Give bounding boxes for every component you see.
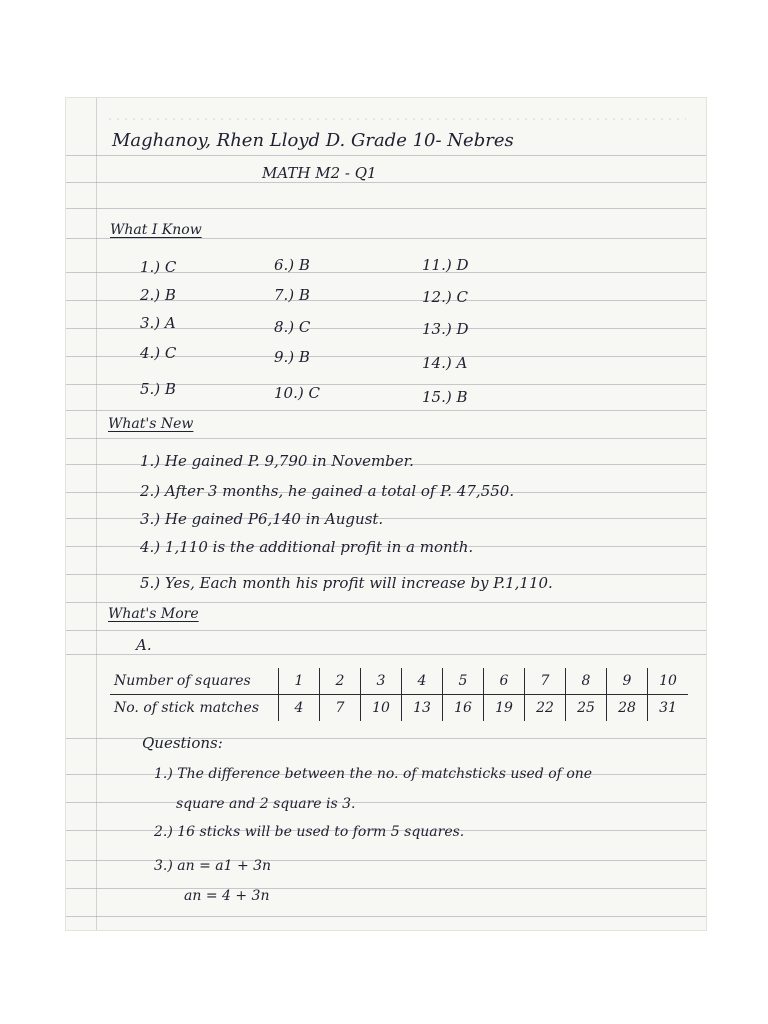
ruled-line xyxy=(66,888,706,889)
answer-item: 6.) B xyxy=(274,256,310,274)
answer-item: 5.) B xyxy=(140,380,176,398)
whats-new-item: 5.) Yes, Each month his profit will increase by P.1,110. xyxy=(140,574,553,592)
margin-line xyxy=(96,98,97,930)
perforation-dots xyxy=(106,118,686,120)
ruled-line xyxy=(66,438,706,439)
ruled-line xyxy=(66,238,706,239)
question-answer: 2.) 16 sticks will be used to form 5 squares. xyxy=(154,824,465,840)
table-cell: 9 xyxy=(607,668,648,695)
table-cell: 10 xyxy=(361,695,402,722)
table-cell: 22 xyxy=(525,695,566,722)
ruled-line xyxy=(66,802,706,803)
answer-item: 4.) C xyxy=(140,344,177,362)
answer-item: 11.) D xyxy=(422,256,469,274)
answer-item: 14.) A xyxy=(422,354,468,372)
table-cell: 31 xyxy=(648,695,689,722)
answer-item: 15.) B xyxy=(422,388,468,406)
section-what-i-know: What I Know xyxy=(110,222,202,238)
table-cell: 5 xyxy=(443,668,484,695)
row-label-squares: Number of squares xyxy=(110,668,279,695)
ruled-line xyxy=(66,630,706,631)
answer-item: 2.) B xyxy=(140,286,176,304)
question-answer: square and 2 square is 3. xyxy=(176,796,356,812)
part-label: A. xyxy=(136,636,152,654)
answer-item: 8.) C xyxy=(274,318,311,336)
table-cell: 19 xyxy=(484,695,525,722)
table-cell: 13 xyxy=(402,695,443,722)
ruled-line xyxy=(66,208,706,209)
table-cell: 4 xyxy=(402,668,443,695)
table-cell: 25 xyxy=(566,695,607,722)
question-answer: an = 4 + 3n xyxy=(184,888,270,904)
matchstick-table xyxy=(110,668,688,721)
whats-new-item: 1.) He gained P. 9,790 in November. xyxy=(140,452,414,470)
ruled-line xyxy=(66,155,706,156)
table-cell: 6 xyxy=(484,668,525,695)
table-cell: 16 xyxy=(443,695,484,722)
table-cell: 8 xyxy=(566,668,607,695)
answer-item: 7.) B xyxy=(274,286,310,304)
ruled-line xyxy=(66,916,706,917)
table-cell: 7 xyxy=(320,695,361,722)
section-whats-more: What's More xyxy=(108,606,199,622)
table-cell: 28 xyxy=(607,695,648,722)
question-answer: 1.) The difference between the no. of matchsticks used of one xyxy=(154,766,593,782)
table-cell: 10 xyxy=(648,668,689,695)
student-name-line: Maghanoy, Rhen Lloyd D. Grade 10- Nebres xyxy=(112,130,514,151)
section-whats-new: What's New xyxy=(108,416,194,432)
answer-item: 10.) C xyxy=(274,384,320,402)
table-row xyxy=(110,695,688,722)
table-row xyxy=(110,668,688,695)
answer-item: 12.) C xyxy=(422,288,468,306)
table-cell: 1 xyxy=(279,668,320,695)
ruled-line xyxy=(66,654,706,655)
table-cell: 3 xyxy=(361,668,402,695)
answer-item: 13.) D xyxy=(422,320,469,338)
row-label-sticks: No. of stick matches xyxy=(110,695,279,722)
table-cell: 4 xyxy=(279,695,320,722)
whats-new-item: 4.) 1,110 is the additional profit in a month. xyxy=(140,538,474,556)
question-answer: 3.) an = a1 + 3n xyxy=(154,858,272,874)
whats-new-item: 3.) He gained P6,140 in August. xyxy=(140,510,384,528)
questions-title: Questions: xyxy=(142,734,223,752)
table-cell: 7 xyxy=(525,668,566,695)
answer-item: 9.) B xyxy=(274,348,310,366)
ruled-line xyxy=(66,182,706,183)
answer-item: 3.) A xyxy=(140,314,176,332)
answer-item: 1.) C xyxy=(140,258,177,276)
notebook-page xyxy=(66,98,706,930)
whats-new-item: 2.) After 3 months, he gained a total of P. 47,550. xyxy=(140,482,515,500)
ruled-line xyxy=(66,410,706,411)
table-cell: 2 xyxy=(320,668,361,695)
ruled-line xyxy=(66,602,706,603)
subject-title: MATH M2 - Q1 xyxy=(262,164,377,182)
